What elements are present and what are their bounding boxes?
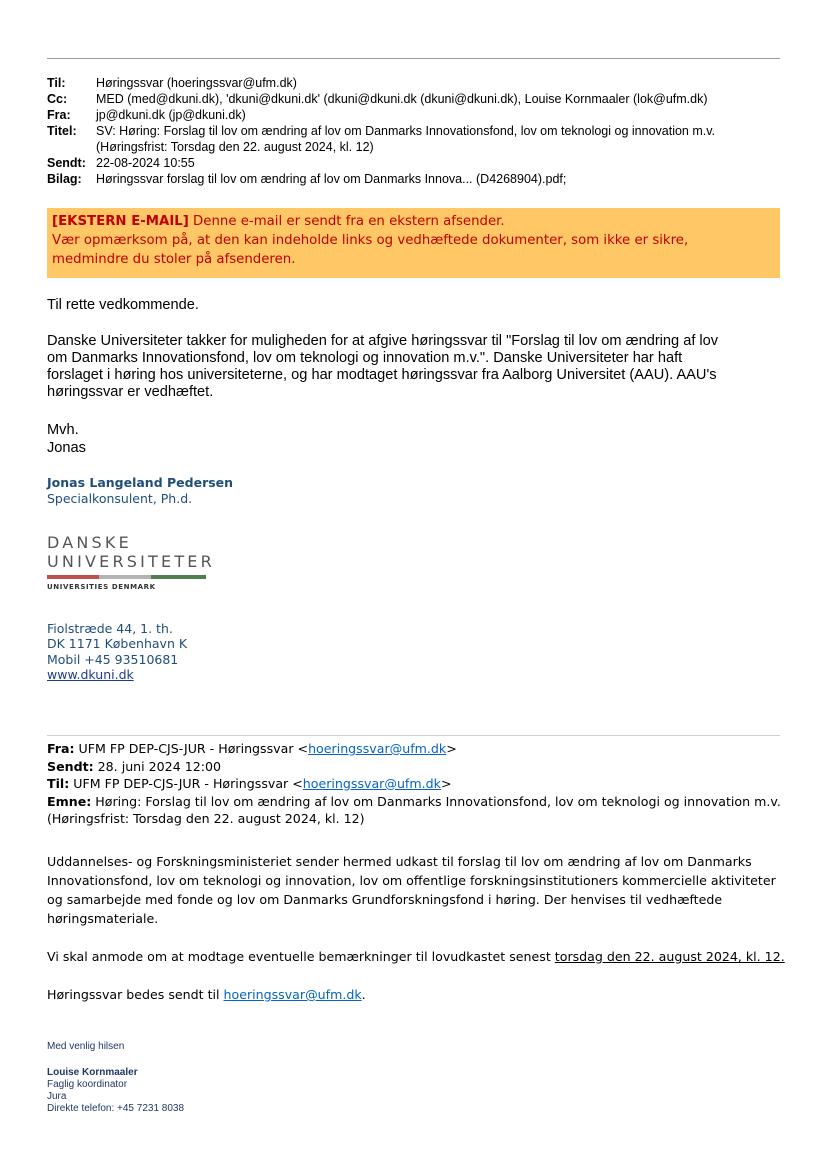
regards: Med venlig hilsen — [47, 1041, 125, 1052]
ufm-signature — [47, 1067, 184, 1115]
logo-bar-green — [151, 575, 206, 579]
warning-tag: [EKSTERN E-MAIL] — [52, 214, 189, 229]
message-line: forslaget i høring hos universiteterne, og har modtaget høringssvar fra Aalborg Universitet (AAU). AAU's — [47, 367, 717, 383]
to-label: Til: — [47, 76, 66, 90]
forward-divider — [47, 735, 780, 736]
fwd-paragraph-2 — [47, 947, 787, 966]
to-value: Høringssvar (hoeringssvar@ufm.dk) — [96, 76, 297, 90]
address-city: DK 1171 København K — [47, 636, 188, 652]
from-label: Fra: — [47, 108, 71, 122]
fwd-deadline: torsdag den 22. august 2024, kl. 12. — [554, 949, 785, 964]
address-phone: Mobil +45 93510681 — [47, 651, 179, 667]
fwd-from-label: Fra: — [47, 741, 75, 756]
fwd-sent-label: Sendt: — [47, 758, 94, 774]
fwd-sent-value: 28. juni 2024 12:00 — [93, 758, 222, 774]
forwarded-header — [47, 740, 781, 828]
logo-universiteter: UNIVERSITETER — [47, 552, 215, 571]
logo-danske: DANSKE — [47, 533, 132, 552]
fwd-p3-text: Høringssvar bedes sendt til — [47, 987, 224, 1002]
fwd-sent-line — [47, 758, 781, 776]
fwd-to-label: Til: — [47, 776, 70, 791]
address-street: Fiolstræde 44, 1. th. — [47, 621, 173, 636]
fwd-to-close: > — [440, 776, 452, 791]
attachment-value[interactable]: Høringssvar forslag til lov om ændring af lov om Danmarks Innova... (D4268904).pdf; — [96, 172, 567, 186]
ufm-sender-phone: Direkte telefon: +45 7231 8038 — [47, 1103, 185, 1114]
fwd-subject-line — [47, 793, 781, 811]
logo-bar-red — [47, 575, 99, 579]
greeting: Til rette vedkommende. — [47, 297, 199, 313]
cc-label: Cc: — [47, 92, 68, 106]
email-header — [47, 76, 787, 196]
fwd-from-name: UFM FP DEP-CJS-JUR - Høringssvar < — [74, 741, 309, 756]
signature-name: Jonas Langeland Pedersen — [47, 475, 234, 490]
attachment-label: Bilag: — [47, 172, 82, 186]
cc-value: MED (med@dkuni.dk), 'dkuni@dkuni.dk' (dkuni@dkuni.dk (dkuni@dkuni.dk), Louise Kornmaaler (lok@ufm.dk) — [96, 92, 708, 106]
ufm-sender-name: Louise Kornmaaler — [47, 1067, 138, 1078]
website-link[interactable]: www.dkuni.dk — [47, 666, 134, 682]
closing: Mvh. — [47, 422, 79, 438]
from-value: jp@dkuni.dk (jp@dkuni.dk) — [96, 108, 246, 122]
message-line: høringssvar er vedhæftet. — [47, 384, 214, 400]
fwd-paragraph-3 — [47, 985, 787, 1004]
fwd-to-name: UFM FP DEP-CJS-JUR - Høringssvar < — [69, 776, 303, 791]
fwd-p3-end: . — [361, 987, 366, 1002]
signature-role: Specialkonsulent, Ph.d. — [47, 490, 193, 506]
sent-label: Sendt: — [47, 156, 86, 170]
fwd-subject-line2: (Høringsfrist: Torsdag den 22. august 2024, kl. 12) — [47, 811, 365, 826]
logo-universities-denmark: UNIVERSITIES DENMARK — [47, 583, 156, 591]
fwd-paragraph-1 — [47, 852, 787, 928]
warning-line1-text: Denne e-mail er sendt fra en ekstern afsender. — [188, 214, 505, 229]
title-label: Titel: — [47, 124, 77, 138]
fwd-line: og samarbejde med fonde og lov om Danmarks Grundforskningsfond i høring. Der henvises til vedhæftede — [47, 892, 723, 907]
fwd-to-line — [47, 775, 781, 793]
signature-address — [47, 621, 187, 682]
sender-first-name: Jonas — [47, 440, 86, 456]
ufm-sender-role: Faglig koordinator — [47, 1079, 128, 1090]
fwd-reply-email-link[interactable]: hoeringssvar@ufm.dk — [223, 987, 362, 1002]
message-line: Danske Universiteter takker for muligheden for at afgive høringssvar til "Forslag til lov om ændring af lov — [47, 333, 719, 349]
fwd-subject-label: Emne: — [47, 793, 92, 809]
logo-bar-grey — [99, 575, 151, 579]
sent-value: 22-08-2024 10:55 — [96, 156, 195, 170]
fwd-to-email-link[interactable]: hoeringssvar@ufm.dk — [302, 776, 441, 791]
title-value-line2: (Høringsfrist: Torsdag den 22. august 2024, kl. 12) — [96, 140, 374, 154]
warning-line3: medmindre du stoler på afsenderen. — [52, 252, 296, 267]
title-value-line1: SV: Høring: Forslag til lov om ændring af lov om Danmarks Innovationsfond, lov om teknologi og innovation m.v. — [96, 124, 716, 138]
fwd-line: Innovationsfond, lov om teknologi og innovation, lov om offentlige forskningsinstitutioners kommercielle aktiviteter — [47, 873, 776, 888]
warning-line1 — [52, 212, 780, 231]
fwd-from-line — [47, 740, 781, 758]
message-paragraph — [47, 333, 787, 401]
ufm-sender-dept: Jura — [47, 1091, 67, 1102]
fwd-p2-text: Vi skal anmode om at modtage eventuelle bemærkninger til lovudkastet senest — [47, 949, 555, 964]
fwd-from-close: > — [446, 741, 457, 756]
fwd-subject-value: Høring: Forslag til lov om ændring af lov om Danmarks Innovationsfond, lov om teknologi og innovation m.v. — [91, 793, 781, 809]
fwd-line: Uddannelses- og Forskningsministeriet sender hermed udkast til forslag til lov om ændring af lov om Danmarks — [47, 854, 752, 869]
warning-line2: Vær opmærksom på, at den kan indeholde links og vedhæftede dokumenter, som ikke er sikre, — [52, 233, 689, 248]
external-email-warning — [47, 208, 780, 278]
top-divider — [47, 58, 780, 59]
fwd-from-email-link[interactable]: hoeringssvar@ufm.dk — [308, 741, 447, 756]
message-line: om Danmarks Innovationsfond, lov om teknologi og innovation m.v.". Danske Universiteter har haft — [47, 350, 683, 366]
fwd-line: høringsmateriale. — [47, 911, 159, 926]
signature-block — [47, 475, 233, 506]
